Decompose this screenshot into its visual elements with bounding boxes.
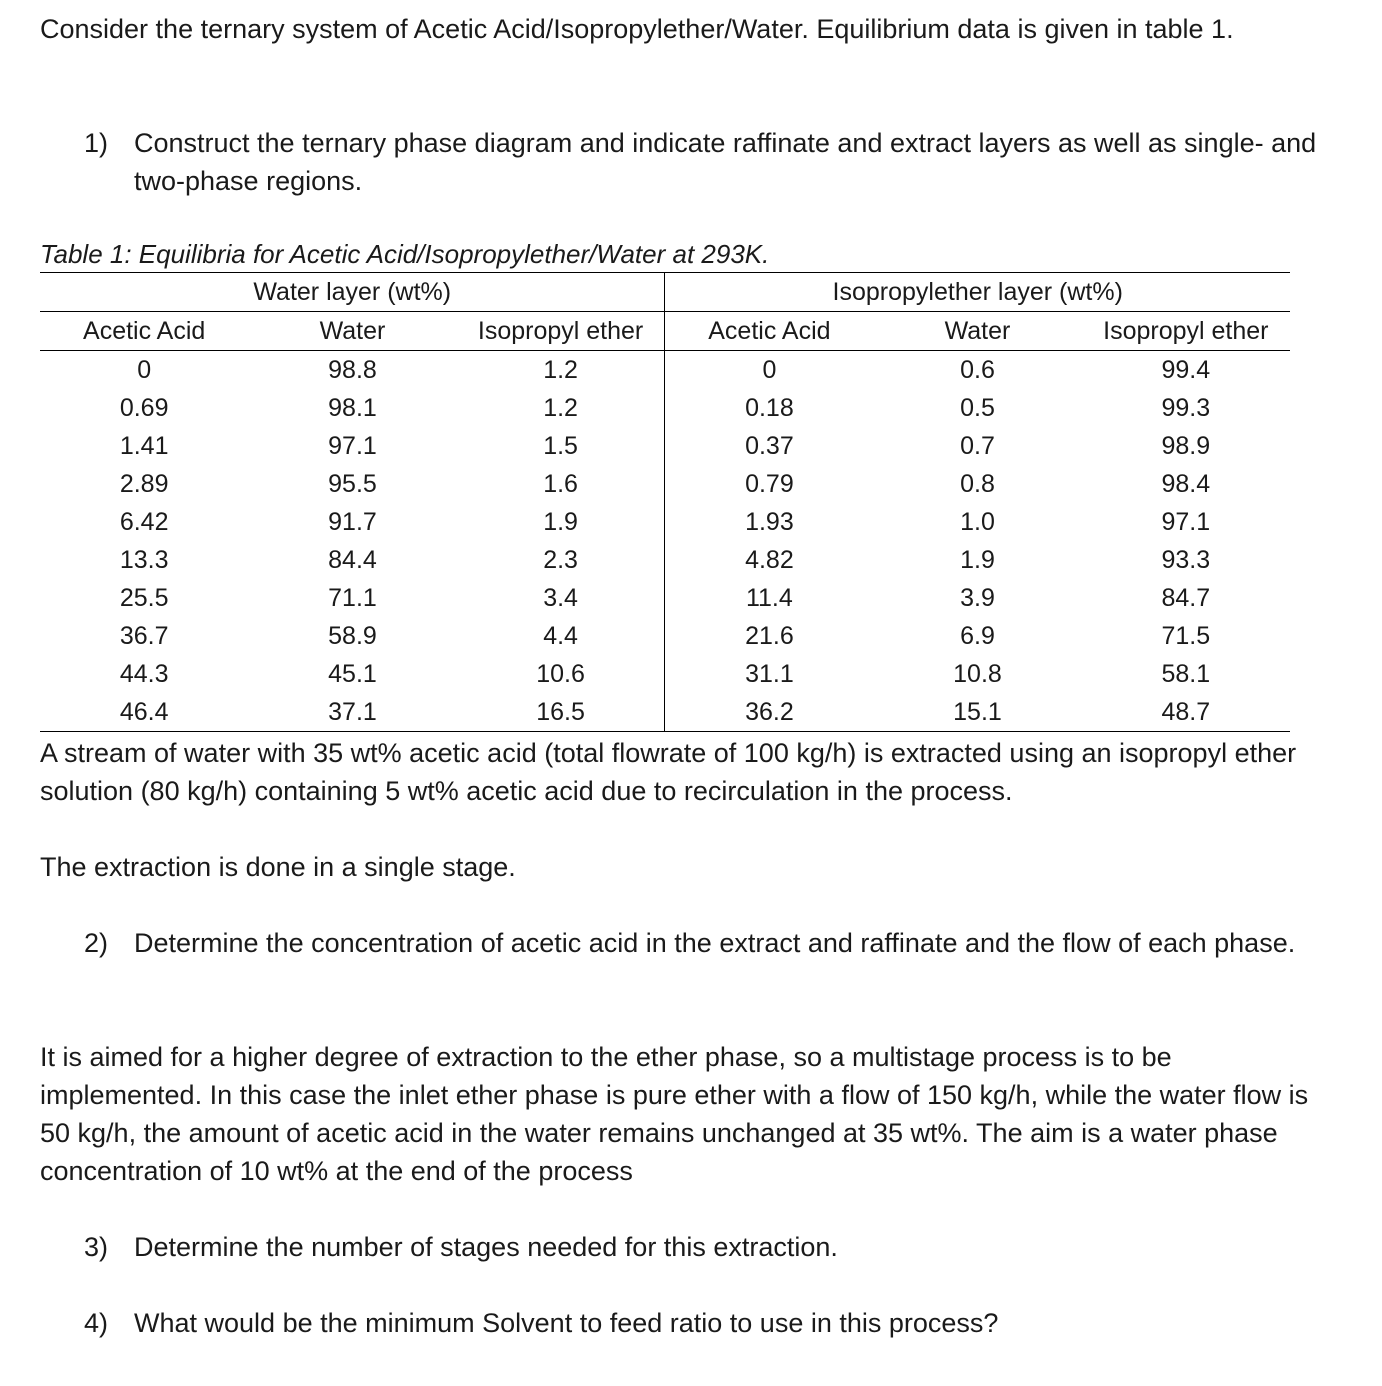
table-group-header-row — [40, 273, 1290, 312]
table-cell: 1.0 — [960, 508, 995, 536]
table-cell: 1.6 — [457, 465, 665, 503]
table-cell: 93.3 — [1161, 546, 1211, 574]
table-cell: 99.4 — [1161, 356, 1211, 384]
column-header: Water — [248, 312, 456, 351]
single-stage-paragraph: The extraction is done in a single stage. — [40, 852, 516, 882]
table-cell: 25.5 — [119, 584, 169, 612]
table-cell: 1.93 — [745, 508, 794, 536]
table-cell: 1.2 — [457, 389, 665, 427]
table-cell: 45.1 — [328, 660, 377, 688]
table-cell: 6.42 — [119, 508, 169, 536]
table-cell: 1.9 — [960, 546, 995, 574]
question-3-number: 3) — [84, 1232, 109, 1262]
table-cell: 15.1 — [873, 693, 1081, 732]
table-cell: 0.8 — [960, 470, 995, 498]
stream-paragraph: A stream of water with 35 wt% acetic acid (total flowrate of 100 kg/h) is extracted using an isopropyl ether solution (80 kg/h) containing 5 wt% acetic acid due to recirculation in the process. — [40, 738, 1297, 806]
question-4 — [84, 1304, 1344, 1342]
table-cell: 37.1 — [248, 693, 456, 732]
table-cell: 31.1 — [745, 660, 794, 688]
table-cell: 1.9 — [457, 503, 665, 541]
table-cell: 44.3 — [119, 660, 169, 688]
question-2-text: Determine the concentration of acetic acid in the extract and raffinate and the flow of each phase. — [134, 928, 1296, 958]
question-3-text: Determine the number of stages needed for this extraction. — [134, 1232, 838, 1262]
question-4-number: 4) — [84, 1308, 109, 1338]
table-cell: 99.3 — [1161, 394, 1211, 422]
question-2-number: 2) — [84, 928, 109, 958]
table-row — [40, 503, 1290, 541]
table-row — [40, 655, 1290, 693]
table-cell: 98.9 — [1161, 432, 1211, 460]
table-cell: 10.6 — [457, 655, 665, 693]
question-1-text: Construct the ternary phase diagram and indicate raffinate and extract layers as well as single- and two-phase regions. — [134, 128, 1317, 196]
table-cell: 0.5 — [960, 394, 995, 422]
equilibrium-table — [40, 272, 1290, 732]
intro-paragraph: Consider the ternary system of Acetic Acid/Isopropylether/Water. Equilibrium data is given in table 1. — [40, 14, 1234, 44]
multistage-paragraph: It is aimed for a higher degree of extraction to the ether phase, so a multistage process is to be implemented. In this case the inlet ether phase is pure ether with a flow of 150 kg/h, while the water flow is 50 kg/h, the amount of acetic acid in the water remains unchanged at 35 wt%. The aim is a water phase concentration of 10 wt% at the end of the process — [40, 1042, 1309, 1186]
question-1 — [84, 124, 1344, 200]
table-cell: 36.2 — [665, 693, 873, 732]
ether-layer-header: Isopropylether layer (wt%) — [665, 273, 1290, 312]
table-cell: 10.8 — [953, 660, 1002, 688]
table-cell: 4.82 — [745, 546, 794, 574]
table-cell: 48.7 — [1082, 693, 1290, 732]
table-cell: 0.6 — [960, 356, 995, 384]
table-row — [40, 541, 1290, 579]
table-cell: 97.1 — [328, 432, 377, 460]
table-cell: 84.7 — [1161, 584, 1211, 612]
question-3 — [84, 1228, 1344, 1266]
column-header: Water — [873, 312, 1081, 351]
table-cell: 98.8 — [328, 356, 377, 384]
table-cell: 13.3 — [119, 546, 169, 574]
table-cell: 2.3 — [457, 541, 665, 579]
question-4-text: What would be the minimum Solvent to feed ratio to use in this process? — [134, 1308, 999, 1338]
table-cell: 4.4 — [457, 617, 665, 655]
table-cell: 91.7 — [328, 508, 377, 536]
table-cell: 0 — [137, 356, 152, 384]
table-row — [40, 465, 1290, 503]
table-cell: 0.18 — [745, 394, 794, 422]
table-row — [40, 579, 1290, 617]
table-column-header-row — [40, 312, 1290, 351]
table-cell: 84.4 — [328, 546, 377, 574]
table-cell: 1.2 — [457, 351, 665, 390]
table-row — [40, 389, 1290, 427]
table-cell: 3.4 — [457, 579, 665, 617]
table-caption: Table 1: Equilibria for Acetic Acid/Isopropylether/Water at 293K. — [40, 239, 770, 269]
question-1-number: 1) — [84, 128, 109, 158]
table-cell: 0.7 — [960, 432, 995, 460]
table-cell: 21.6 — [745, 622, 794, 650]
table-cell: 1.41 — [119, 432, 169, 460]
table-cell: 71.5 — [1161, 622, 1211, 650]
water-layer-header: Water layer (wt%) — [40, 273, 665, 312]
column-header: Acetic Acid — [665, 312, 873, 351]
table-cell: 0 — [762, 356, 777, 384]
question-2 — [84, 924, 1344, 962]
table-cell: 1.5 — [457, 427, 665, 465]
column-header: Isopropyl ether — [1082, 312, 1290, 351]
table-row — [40, 617, 1290, 655]
table-cell: 95.5 — [328, 470, 377, 498]
table-row — [40, 427, 1290, 465]
table-cell: 97.1 — [1161, 508, 1211, 536]
table-row — [40, 351, 1290, 390]
table-cell: 3.9 — [960, 584, 995, 612]
table-cell: 36.7 — [119, 622, 169, 650]
table-cell: 98.1 — [328, 394, 377, 422]
table-cell: 0.69 — [119, 394, 169, 422]
table-cell: 16.5 — [457, 693, 665, 732]
column-header: Acetic Acid — [40, 312, 248, 351]
table-cell: 2.89 — [119, 470, 169, 498]
table-cell: 11.4 — [745, 584, 793, 612]
table-cell: 58.1 — [1161, 660, 1211, 688]
table-cell: 46.4 — [40, 693, 248, 732]
table-row — [40, 693, 1290, 732]
column-header: Isopropyl ether — [457, 312, 665, 351]
table-cell: 6.9 — [960, 622, 995, 650]
table-cell: 71.1 — [328, 584, 377, 612]
table-cell: 58.9 — [328, 622, 377, 650]
table-cell: 0.79 — [745, 470, 794, 498]
table-body — [40, 351, 1290, 732]
table-cell: 0.37 — [745, 432, 794, 460]
table-cell: 98.4 — [1161, 470, 1211, 498]
